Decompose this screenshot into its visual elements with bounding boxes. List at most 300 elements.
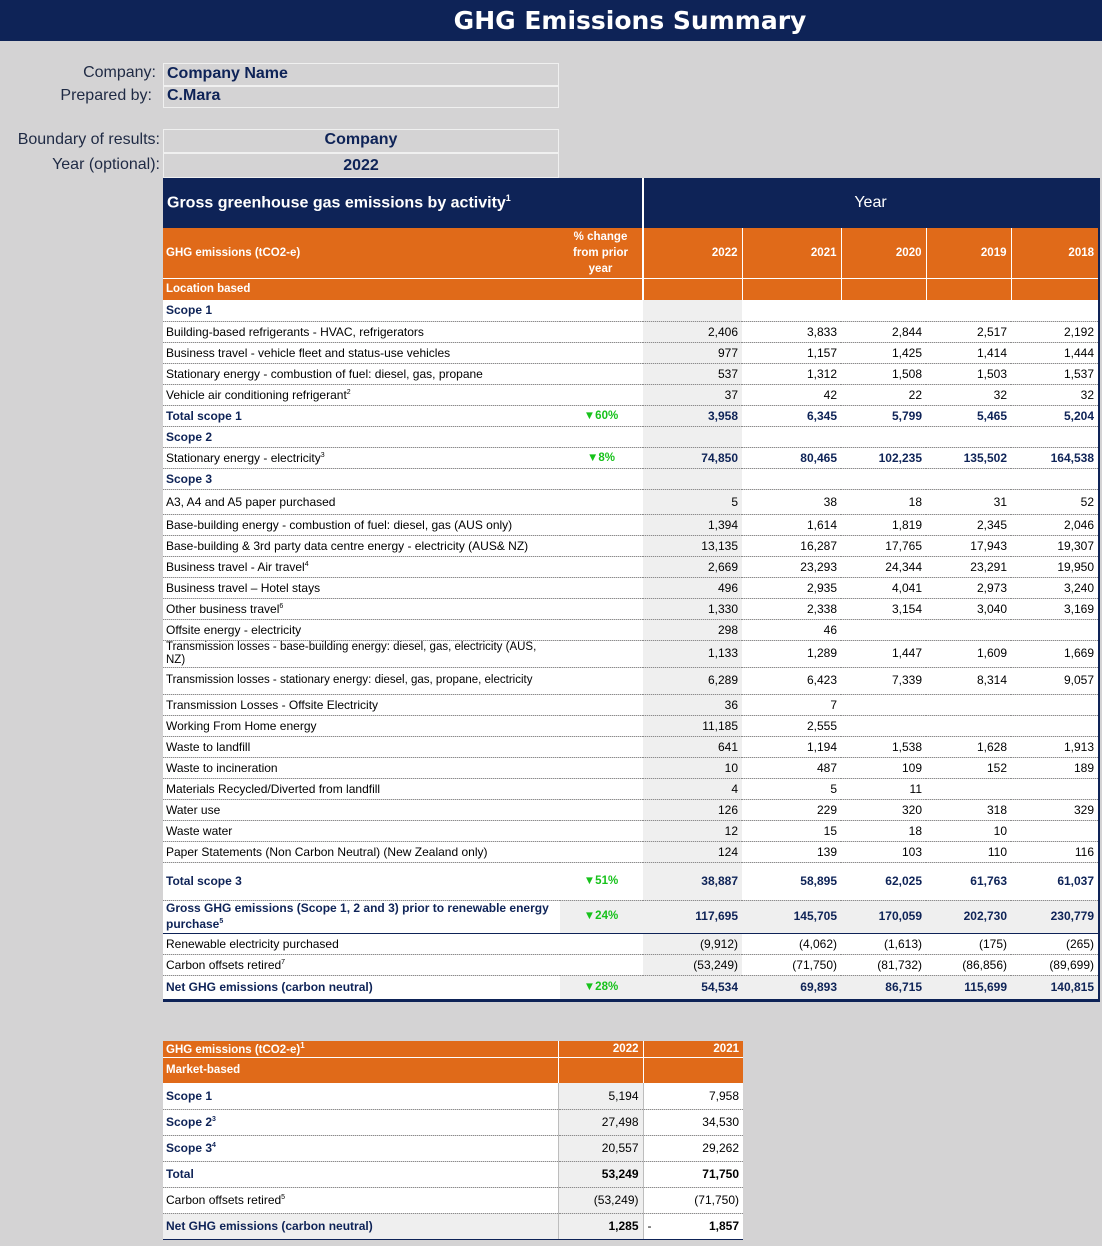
- pct-change-cell: [560, 820, 643, 841]
- row-label-text: Gross GHG emissions (Scope 1, 2 and 3) prior to renewable energy purchase: [166, 901, 549, 931]
- market-section-row: [163, 1057, 743, 1083]
- value-2022: 74,850: [643, 447, 742, 468]
- table-row: [163, 694, 1098, 715]
- value-2022: 38,887: [643, 862, 742, 900]
- table-heading-text: Gross greenhouse gas emissions by activity: [167, 194, 506, 212]
- table-row: [163, 841, 1098, 862]
- pct-change-cell: [560, 342, 643, 363]
- value-2019: 8,314: [926, 667, 1011, 694]
- value-2022: [643, 426, 742, 447]
- value-2020: 103: [841, 841, 926, 862]
- row-label-total-scope-3: [163, 862, 560, 900]
- value-2019: 10: [926, 820, 1011, 841]
- table-row: [163, 667, 1098, 694]
- pct-change-cell: ▼28%: [560, 975, 643, 999]
- value-2018: [1011, 619, 1098, 640]
- value-2022: 2,669: [643, 556, 742, 577]
- market-row-total: [163, 1161, 743, 1187]
- row-label-text: Base-building & 3rd party data centre energy - electricity (AUS& NZ): [166, 538, 529, 553]
- row-label-transmission-losses-offsite-electricity: [163, 694, 560, 715]
- value-2020: 24,344: [841, 556, 926, 577]
- value-2019: 1,609: [926, 640, 1011, 667]
- ghg-column-header: GHG emissions (tCO2-e): [163, 228, 560, 278]
- value-2020: [841, 619, 926, 640]
- market-row-label-text: Scope 2: [166, 1115, 213, 1129]
- market-value-2021: 71,750: [643, 1161, 743, 1187]
- row-label-materials-recycled-diverted-from-landfil: [163, 778, 560, 799]
- footnote-marker: 3: [212, 1116, 216, 1123]
- value-2018: 116: [1011, 841, 1098, 862]
- value-2018: 2,192: [1011, 321, 1098, 342]
- pct-change-cell: [560, 841, 643, 862]
- row-label-business-travel-air-travel: [163, 556, 560, 577]
- table-row: [163, 342, 1098, 363]
- value-2018: (265): [1011, 933, 1098, 954]
- value-2019: 5,465: [926, 405, 1011, 426]
- value-2019: (175): [926, 933, 1011, 954]
- table-row: [163, 799, 1098, 820]
- value-2021: 139: [742, 841, 841, 862]
- footnote-marker: 3: [320, 451, 325, 459]
- table-row: [163, 640, 1098, 667]
- value-2018: 5,204: [1011, 405, 1098, 426]
- market-value-2022: 53,249: [558, 1161, 643, 1187]
- value-2022: 977: [643, 342, 742, 363]
- value-2021: [742, 468, 841, 489]
- value-2020: 7,339: [841, 667, 926, 694]
- table-heading-footnote: 1: [505, 193, 511, 204]
- pct-change-cell: ▼8%: [560, 447, 643, 468]
- pct-change-cell: [560, 933, 643, 954]
- value-2018: [1011, 468, 1098, 489]
- value-2022: 1,133: [643, 640, 742, 667]
- market-value-2021: (71,750): [643, 1187, 743, 1213]
- value-2019: 115,699: [926, 975, 1011, 999]
- row-label-text: Net GHG emissions (carbon neutral): [166, 980, 373, 994]
- table-row: [163, 619, 1098, 640]
- value-2019: 1,414: [926, 342, 1011, 363]
- market-value-2021: 7,958: [643, 1083, 743, 1109]
- row-label-base-building-3rd-party-data-centre-ener: [163, 535, 560, 556]
- value-2021: 2,935: [742, 577, 841, 598]
- value-2021: 2,555: [742, 715, 841, 736]
- value-2022: 537: [643, 363, 742, 384]
- market-row-scope-2: [163, 1109, 743, 1135]
- footnote-marker: 4: [304, 560, 309, 568]
- value-2018: 9,057: [1011, 667, 1098, 694]
- value-2018: 19,950: [1011, 556, 1098, 577]
- row-label-working-from-home-energy: [163, 715, 560, 736]
- table-row: [163, 535, 1098, 556]
- scope-group-row: [163, 468, 1098, 489]
- value-2021: [742, 300, 841, 321]
- value-2020: 4,041: [841, 577, 926, 598]
- value-2021: 1,614: [742, 514, 841, 535]
- market-value-2021: 29,262: [643, 1135, 743, 1161]
- value-2021: 15: [742, 820, 841, 841]
- boundary-label: Boundary of results:: [17, 131, 160, 148]
- table-row: [163, 321, 1098, 342]
- value-2020: 18: [841, 820, 926, 841]
- footnote-marker: 5: [281, 1194, 286, 1201]
- value-2022: 6,289: [643, 667, 742, 694]
- value-2018: 1,669: [1011, 640, 1098, 667]
- table-row: [163, 577, 1098, 598]
- value-2018: [1011, 426, 1098, 447]
- company-value: Company Name: [167, 65, 288, 82]
- value-2020: 1,508: [841, 363, 926, 384]
- value-2018: (89,699): [1011, 954, 1098, 975]
- market-value-2022: 1,285: [558, 1213, 643, 1239]
- market-row-label-text: Scope 3: [166, 1141, 213, 1155]
- row-label-text: Materials Recycled/Diverted from landfill: [166, 781, 381, 796]
- market-row-scope-1: [163, 1083, 743, 1109]
- value-2020: 3,154: [841, 598, 926, 619]
- value-2019: (86,856): [926, 954, 1011, 975]
- pct-change-cell: [560, 468, 643, 489]
- value-2018: 52: [1011, 489, 1098, 514]
- pct-change-cell: [560, 300, 643, 321]
- company-label: Company:: [83, 64, 156, 81]
- row-label-paper-statements-non-carbon-neutral-new-: [163, 841, 560, 862]
- value-2018: 329: [1011, 799, 1098, 820]
- market-year-2022: 2022: [558, 1041, 643, 1057]
- value-2018: 61,037: [1011, 862, 1098, 900]
- value-2020: 86,715: [841, 975, 926, 999]
- row-label-transmission-losses-stationary-energy-di: [163, 667, 560, 694]
- table-row: [163, 975, 1098, 999]
- value-2020: 1,425: [841, 342, 926, 363]
- market-row-label: [163, 1083, 558, 1109]
- value-2022: 10: [643, 757, 742, 778]
- value-2018: 3,240: [1011, 577, 1098, 598]
- market-value-2022: (53,249): [558, 1187, 643, 1213]
- year-header-2022: 2022: [643, 228, 742, 278]
- value-2018: [1011, 778, 1098, 799]
- value-2020: 1,819: [841, 514, 926, 535]
- value-2021: 38: [742, 489, 841, 514]
- value-2020: 2,844: [841, 321, 926, 342]
- row-label-text: Business travel - vehicle fleet and status-use vehicles: [166, 345, 451, 360]
- row-label-text: Other business travel: [166, 601, 280, 616]
- market-row-carbon-offsets-retired: [163, 1187, 743, 1213]
- row-label-text: Transmission losses - stationary energy: diesel, gas, propane, electricity: [166, 674, 533, 686]
- row-label-waste-to-incineration: [163, 757, 560, 778]
- value-2018: [1011, 820, 1098, 841]
- boundary-value: Company: [324, 131, 398, 148]
- footnote-marker: 2: [346, 388, 351, 396]
- row-label-text: Scope 3: [166, 471, 213, 486]
- year-header-2018: 2018: [1011, 228, 1098, 278]
- row-label-other-business-travel: [163, 598, 560, 619]
- value-2021: 46: [742, 619, 841, 640]
- row-label-business-travel-hotel-stays: [163, 577, 560, 598]
- pct-change-cell: [560, 640, 643, 667]
- market-row-net-ghg-emissions-carbon-neutral: [163, 1213, 743, 1239]
- value-2021: 69,893: [742, 975, 841, 999]
- scope-group-row: [163, 300, 1098, 321]
- table-row: [163, 384, 1098, 405]
- pct-change-cell: [560, 778, 643, 799]
- row-label-text: Business travel – Hotel stays: [166, 580, 321, 595]
- value-2020: 5,799: [841, 405, 926, 426]
- row-label-text: Water use: [166, 802, 221, 817]
- value-2019: [926, 619, 1011, 640]
- pct-change-cell: [560, 799, 643, 820]
- value-2022: 5: [643, 489, 742, 514]
- market-header-row: [163, 1041, 743, 1057]
- row-label-text: Waste to landfill: [166, 739, 251, 754]
- year-header-2020: 2020: [841, 228, 926, 278]
- value-2020: 170,059: [841, 900, 926, 933]
- value-2020: [841, 300, 926, 321]
- footnote-marker: 5: [219, 918, 224, 925]
- value-2022: 12: [643, 820, 742, 841]
- value-2020: 22: [841, 384, 926, 405]
- row-label-a3-a4-and-a5-paper-purchased: [163, 489, 560, 514]
- value-2020: 109: [841, 757, 926, 778]
- market-section-label: Market-based: [163, 1057, 558, 1083]
- value-2019: [926, 694, 1011, 715]
- table-heading-row: [163, 178, 1098, 228]
- value-2021: 7: [742, 694, 841, 715]
- value-2021: 487: [742, 757, 841, 778]
- row-label-text: Business travel - Air travel: [166, 559, 305, 574]
- pct-change-cell: [560, 426, 643, 447]
- prepared-by-label: Prepared by:: [60, 87, 152, 104]
- pct-change-cell: [560, 556, 643, 577]
- value-2022: 3,958: [643, 405, 742, 426]
- prepared-by-field[interactable]: [163, 86, 559, 108]
- row-label-vehicle-air-conditioning-refrigerant: [163, 384, 560, 405]
- value-2018: 230,779: [1011, 900, 1098, 933]
- value-2018: 1,913: [1011, 736, 1098, 757]
- table-row: [163, 489, 1098, 514]
- value-2019: 31: [926, 489, 1011, 514]
- pct-change-cell: [560, 514, 643, 535]
- value-2022: 13,135: [643, 535, 742, 556]
- value-2021: 1,194: [742, 736, 841, 757]
- table-row: [163, 862, 1098, 900]
- year-header-2019: 2019: [926, 228, 1011, 278]
- row-label-text: Building-based refrigerants - HVAC, refrigerators: [166, 324, 424, 339]
- value-2022: 36: [643, 694, 742, 715]
- section-label-location: Location based: [163, 278, 560, 300]
- value-2018: [1011, 715, 1098, 736]
- value-2022: 1,330: [643, 598, 742, 619]
- table-row: [163, 820, 1098, 841]
- market-year-2021: 2021: [643, 1041, 743, 1057]
- pct-change-cell: [560, 384, 643, 405]
- table-row: [163, 514, 1098, 535]
- row-label-offsite-energy-electricity: [163, 619, 560, 640]
- value-2022: [643, 468, 742, 489]
- row-label-text: Working From Home energy: [166, 718, 317, 733]
- row-label-text: Waste to incineration: [166, 760, 278, 775]
- page-title: GHG Emissions Summary: [453, 6, 807, 35]
- section-row-location: [163, 278, 1098, 300]
- value-2022: 641: [643, 736, 742, 757]
- value-2021: 1,289: [742, 640, 841, 667]
- value-2019: 1,503: [926, 363, 1011, 384]
- row-label-business-travel-vehicle-fleet-and-status: [163, 342, 560, 363]
- market-row-label: [163, 1213, 558, 1239]
- value-2022: 2,406: [643, 321, 742, 342]
- value-2019: 202,730: [926, 900, 1011, 933]
- value-2021: (71,750): [742, 954, 841, 975]
- value-2021: 16,287: [742, 535, 841, 556]
- row-label-text: Total scope 1: [166, 408, 242, 423]
- value-2018: 32: [1011, 384, 1098, 405]
- row-label-carbon-offsets-retired: [163, 954, 560, 975]
- emissions-by-activity-table: [163, 178, 1100, 1002]
- market-value-2021: [643, 1213, 743, 1239]
- row-label-base-building-energy-combustion-of-fuel-: [163, 514, 560, 535]
- value-2021: 80,465: [742, 447, 841, 468]
- dash-marker: -: [647, 1219, 652, 1233]
- row-label-total-scope-1: [163, 405, 560, 426]
- value-2022: [643, 300, 742, 321]
- pct-change-cell: [560, 667, 643, 694]
- value-2020: 11: [841, 778, 926, 799]
- value-2019: [926, 778, 1011, 799]
- row-label-text: Renewable electricity purchased: [166, 936, 339, 951]
- pct-change-cell: [560, 598, 643, 619]
- footnote-marker: 4: [212, 1142, 216, 1149]
- value-2021: 2,338: [742, 598, 841, 619]
- value-2022: 4: [643, 778, 742, 799]
- value-2019: [926, 468, 1011, 489]
- value-2020: (81,732): [841, 954, 926, 975]
- row-label-text: Transmission losses - base-building energy: diesel, gas, electricity (AUS, NZ): [166, 640, 537, 666]
- market-row-label-text: Total: [166, 1167, 194, 1181]
- row-label-text: Scope 1: [166, 303, 213, 318]
- column-header-row: [163, 228, 1098, 278]
- row-label-text: Carbon offsets retired: [166, 957, 282, 972]
- pct-change-cell: [560, 321, 643, 342]
- value-2019: 152: [926, 757, 1011, 778]
- table-row: [163, 598, 1098, 619]
- value-2021: 3,833: [742, 321, 841, 342]
- row-label-text: Stationary energy - electricity: [166, 450, 321, 465]
- table-row: [163, 933, 1098, 954]
- row-label-waste-to-landfill: [163, 736, 560, 757]
- table-row: [163, 405, 1098, 426]
- row-label-scope-2: [163, 426, 560, 447]
- scope-group-row: [163, 426, 1098, 447]
- value-2021: 1,312: [742, 363, 841, 384]
- market-ghg-column-header: [163, 1041, 558, 1057]
- value-2019: 2,517: [926, 321, 1011, 342]
- row-label-building-based-refrigerants-hvac-refrige: [163, 321, 560, 342]
- value-2022: 54,534: [643, 975, 742, 999]
- value-2018: 1,537: [1011, 363, 1098, 384]
- value-2019: 318: [926, 799, 1011, 820]
- value-2022: (53,249): [643, 954, 742, 975]
- market-row-label-text: Scope 1: [166, 1088, 213, 1103]
- row-label-text: Waste water: [166, 823, 233, 838]
- value-2019: 2,973: [926, 577, 1011, 598]
- row-label-text: Base-building energy - combustion of fuel: diesel, gas (AUS only): [166, 517, 513, 532]
- value-2021: 145,705: [742, 900, 841, 933]
- value-2022: 298: [643, 619, 742, 640]
- value-2021: 58,895: [742, 862, 841, 900]
- footnote-marker: 7: [281, 958, 286, 966]
- value-2021: 6,423: [742, 667, 841, 694]
- value-2020: 18: [841, 489, 926, 514]
- market-row-label: [163, 1161, 558, 1187]
- market-row-label: [163, 1187, 558, 1213]
- value-2019: [926, 426, 1011, 447]
- row-label-transmission-losses-base-building-energy: [163, 640, 560, 667]
- value-2019: 110: [926, 841, 1011, 862]
- table-row: [163, 556, 1098, 577]
- market-value-2022: 27,498: [558, 1109, 643, 1135]
- value-2019: 3,040: [926, 598, 1011, 619]
- value-2019: 17,943: [926, 535, 1011, 556]
- row-label-waste-water: [163, 820, 560, 841]
- market-value-text: 1,857: [708, 1219, 739, 1233]
- value-2022: 126: [643, 799, 742, 820]
- market-value-2022: 5,194: [558, 1083, 643, 1109]
- value-2021: 23,293: [742, 556, 841, 577]
- prepared-by-value: C.Mara: [167, 87, 221, 104]
- pct-change-cell: ▼60%: [560, 405, 643, 426]
- row-label-stationary-energy-electricity: [163, 447, 560, 468]
- value-2019: 32: [926, 384, 1011, 405]
- pct-change-cell: [560, 715, 643, 736]
- row-label-text: Offsite energy - electricity: [166, 622, 302, 637]
- value-2020: 1,538: [841, 736, 926, 757]
- row-label-text: Scope 2: [166, 429, 213, 444]
- value-2018: 164,538: [1011, 447, 1098, 468]
- value-2020: [841, 694, 926, 715]
- value-2020: [841, 715, 926, 736]
- value-2022: (9,912): [643, 933, 742, 954]
- value-2020: 17,765: [841, 535, 926, 556]
- row-label-water-use: [163, 799, 560, 820]
- value-2021: 229: [742, 799, 841, 820]
- market-based-table: [163, 1041, 743, 1240]
- row-label-text: Paper Statements (Non Carbon Neutral) (New Zealand only): [166, 844, 488, 859]
- market-row-label-text: Carbon offsets retired: [166, 1193, 282, 1207]
- row-label-text: A3, A4 and A5 paper purchased: [166, 494, 336, 509]
- value-2020: 62,025: [841, 862, 926, 900]
- pct-change-cell: [560, 736, 643, 757]
- value-2022: 124: [643, 841, 742, 862]
- value-2018: [1011, 694, 1098, 715]
- value-2020: (1,613): [841, 933, 926, 954]
- value-2018: 189: [1011, 757, 1098, 778]
- pct-change-header: % change from prior year: [560, 228, 643, 278]
- market-row-label: [163, 1109, 558, 1135]
- pct-change-cell: [560, 954, 643, 975]
- footnote-marker: 6: [279, 602, 284, 610]
- value-2020: 1,447: [841, 640, 926, 667]
- value-2018: 2,046: [1011, 514, 1098, 535]
- table-row: [163, 736, 1098, 757]
- value-2020: [841, 468, 926, 489]
- value-2019: 1,628: [926, 736, 1011, 757]
- pct-change-cell: [560, 619, 643, 640]
- table-row: [163, 954, 1098, 975]
- value-2018: 1,444: [1011, 342, 1098, 363]
- market-ghg-column-label: GHG emissions (tCO2-e): [166, 1044, 301, 1057]
- row-label-gross-ghg-emissions-scope-1-2-and-3-prio: [163, 900, 560, 933]
- value-2021: 1,157: [742, 342, 841, 363]
- value-2019: 135,502: [926, 447, 1011, 468]
- pct-change-cell: [560, 363, 643, 384]
